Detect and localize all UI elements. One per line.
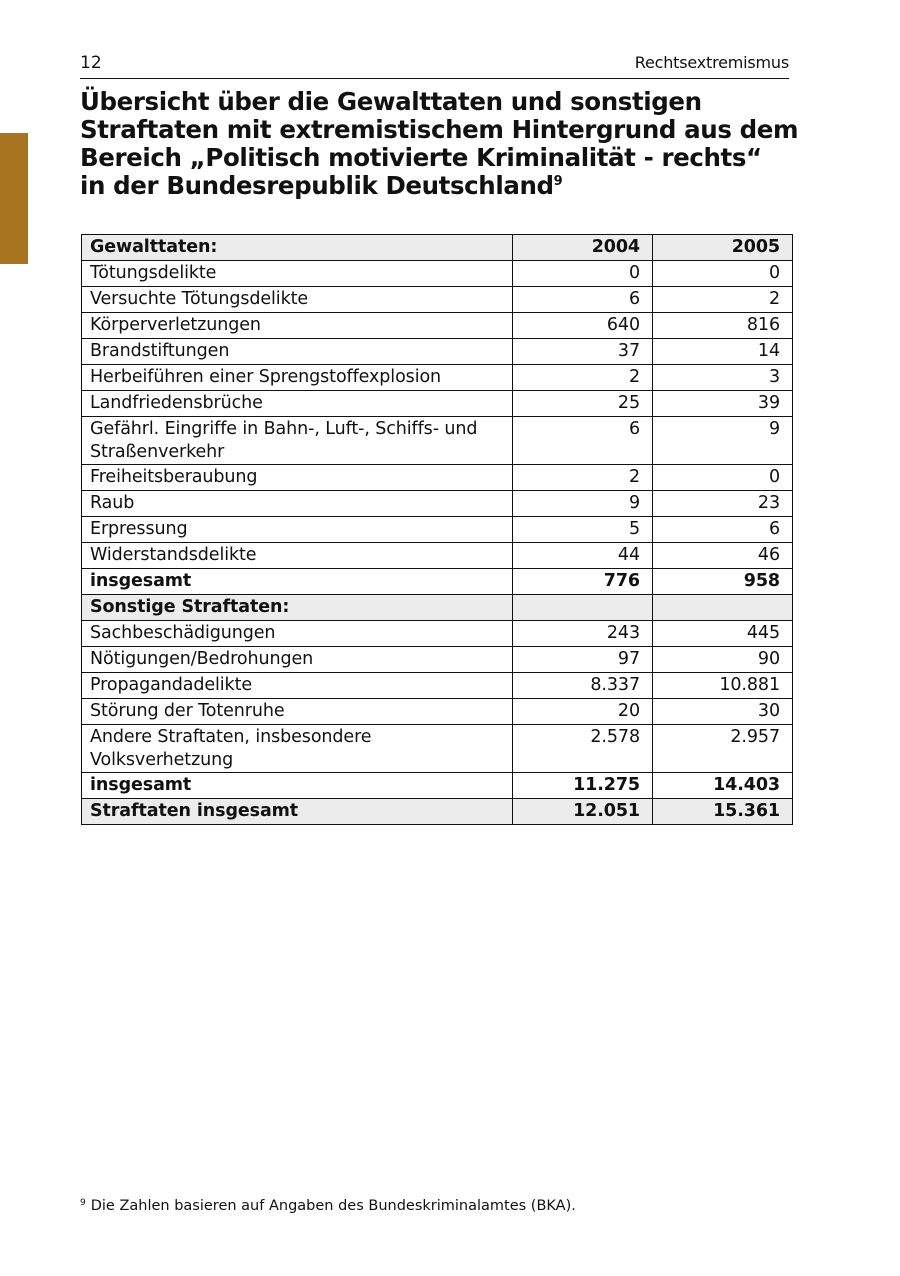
- value-2004-cell: 2: [513, 365, 653, 391]
- value-2004-cell: 5: [513, 517, 653, 543]
- page-number: 12: [80, 53, 102, 73]
- value-2004-cell: 2.578: [513, 725, 653, 773]
- table-row: [82, 543, 793, 569]
- value-2005-cell: 445: [653, 621, 793, 647]
- value-2005-cell: 9: [653, 417, 793, 465]
- value-2005-cell: 2.957: [653, 725, 793, 773]
- table-row: [82, 799, 793, 825]
- table-row: [82, 287, 793, 313]
- value-2004-cell: 243: [513, 621, 653, 647]
- table-row: [82, 313, 793, 339]
- value-2004-cell: 6: [513, 417, 653, 465]
- row-label-cell: Tötungsdelikte: [82, 261, 513, 287]
- statistics-table-body: [82, 235, 793, 825]
- value-2005-cell: 2005: [653, 235, 793, 261]
- value-2004-cell: 9: [513, 491, 653, 517]
- row-label-cell: Herbeiführen einer Sprengstoffexplosion: [82, 365, 513, 391]
- table-row: [82, 699, 793, 725]
- value-2004-cell: 640: [513, 313, 653, 339]
- footnote-marker: 9: [80, 1198, 86, 1208]
- footnote: [80, 1196, 780, 1216]
- table-row: [82, 773, 793, 799]
- footnote-reference: 9: [553, 174, 563, 189]
- row-label-cell: Sonstige Straftaten:: [82, 595, 513, 621]
- table-row: [82, 621, 793, 647]
- row-label-cell: Gefährl. Eingriffe in Bahn-, Luft-, Schiffs- und Straßenverkehr: [82, 417, 513, 465]
- title-line-text: in der Bundesrepublik Deutschland: [80, 171, 554, 200]
- row-label-cell: Gewalttaten:: [82, 235, 513, 261]
- value-2005-cell: 46: [653, 543, 793, 569]
- value-2005-cell: 15.361: [653, 799, 793, 825]
- table-row: [82, 595, 793, 621]
- row-label-cell: Erpressung: [82, 517, 513, 543]
- value-2005-cell: 0: [653, 465, 793, 491]
- table-row: [82, 725, 793, 773]
- value-2005-cell: 23: [653, 491, 793, 517]
- row-label-cell: Widerstandsdelikte: [82, 543, 513, 569]
- value-2005-cell: 2: [653, 287, 793, 313]
- value-2004-cell: 6: [513, 287, 653, 313]
- running-header: [80, 52, 789, 79]
- value-2005-cell: 39: [653, 391, 793, 417]
- page-title: [80, 87, 799, 200]
- row-label-cell: Störung der Totenruhe: [82, 699, 513, 725]
- value-2005-cell: 14.403: [653, 773, 793, 799]
- row-label-cell: Nötigungen/Bedrohungen: [82, 647, 513, 673]
- table-row: [82, 261, 793, 287]
- row-label-cell: Brandstiftungen: [82, 339, 513, 365]
- value-2004-cell: [513, 595, 653, 621]
- title-line: Straftaten mit extremistischem Hintergrund aus dem: [80, 115, 799, 144]
- row-label-cell: Propagandadelikte: [82, 673, 513, 699]
- value-2004-cell: 97: [513, 647, 653, 673]
- row-label-cell: insgesamt: [82, 569, 513, 595]
- table-row: [82, 569, 793, 595]
- value-2005-cell: 30: [653, 699, 793, 725]
- value-2004-cell: 2004: [513, 235, 653, 261]
- section-title: Rechtsextremismus: [634, 53, 789, 72]
- row-label-cell: Andere Straftaten, insbesondere Volksverhetzung: [82, 725, 513, 773]
- title-line-last: [80, 172, 795, 200]
- value-2005-cell: [653, 595, 793, 621]
- statistics-table: [81, 234, 793, 825]
- row-label-cell: Raub: [82, 491, 513, 517]
- value-2004-cell: 12.051: [513, 799, 653, 825]
- value-2004-cell: 11.275: [513, 773, 653, 799]
- value-2004-cell: 37: [513, 339, 653, 365]
- table-row: [82, 235, 793, 261]
- table-row: [82, 465, 793, 491]
- table-row: [82, 673, 793, 699]
- row-label-cell: Landfriedensbrüche: [82, 391, 513, 417]
- row-label-cell: Freiheitsberaubung: [82, 465, 513, 491]
- footnote-text: Die Zahlen basieren auf Angaben des Bundeskriminalamtes (BKA).: [90, 1198, 576, 1214]
- value-2005-cell: 14: [653, 339, 793, 365]
- table-row: [82, 417, 793, 465]
- value-2005-cell: 10.881: [653, 673, 793, 699]
- value-2004-cell: 2: [513, 465, 653, 491]
- table-row: [82, 517, 793, 543]
- row-label-cell: Straftaten insgesamt: [82, 799, 513, 825]
- value-2004-cell: 25: [513, 391, 653, 417]
- table-row: [82, 647, 793, 673]
- value-2005-cell: 6: [653, 517, 793, 543]
- value-2005-cell: 0: [653, 261, 793, 287]
- table-row: [82, 365, 793, 391]
- row-label-cell: Versuchte Tötungsdelikte: [82, 287, 513, 313]
- value-2004-cell: 44: [513, 543, 653, 569]
- value-2004-cell: 776: [513, 569, 653, 595]
- value-2005-cell: 90: [653, 647, 793, 673]
- value-2004-cell: 0: [513, 261, 653, 287]
- title-line: Bereich „Politisch motivierte Kriminalität - rechts“: [80, 143, 762, 172]
- value-2005-cell: 816: [653, 313, 793, 339]
- value-2005-cell: 3: [653, 365, 793, 391]
- table-row: [82, 339, 793, 365]
- row-label-cell: insgesamt: [82, 773, 513, 799]
- value-2004-cell: 20: [513, 699, 653, 725]
- table-row: [82, 391, 793, 417]
- table-row: [82, 491, 793, 517]
- chapter-edge-tab: [0, 133, 28, 264]
- row-label-cell: Sachbeschädigungen: [82, 621, 513, 647]
- value-2004-cell: 8.337: [513, 673, 653, 699]
- title-line: Übersicht über die Gewalttaten und sonstigen: [80, 87, 702, 116]
- row-label-cell: Körperverletzungen: [82, 313, 513, 339]
- value-2005-cell: 958: [653, 569, 793, 595]
